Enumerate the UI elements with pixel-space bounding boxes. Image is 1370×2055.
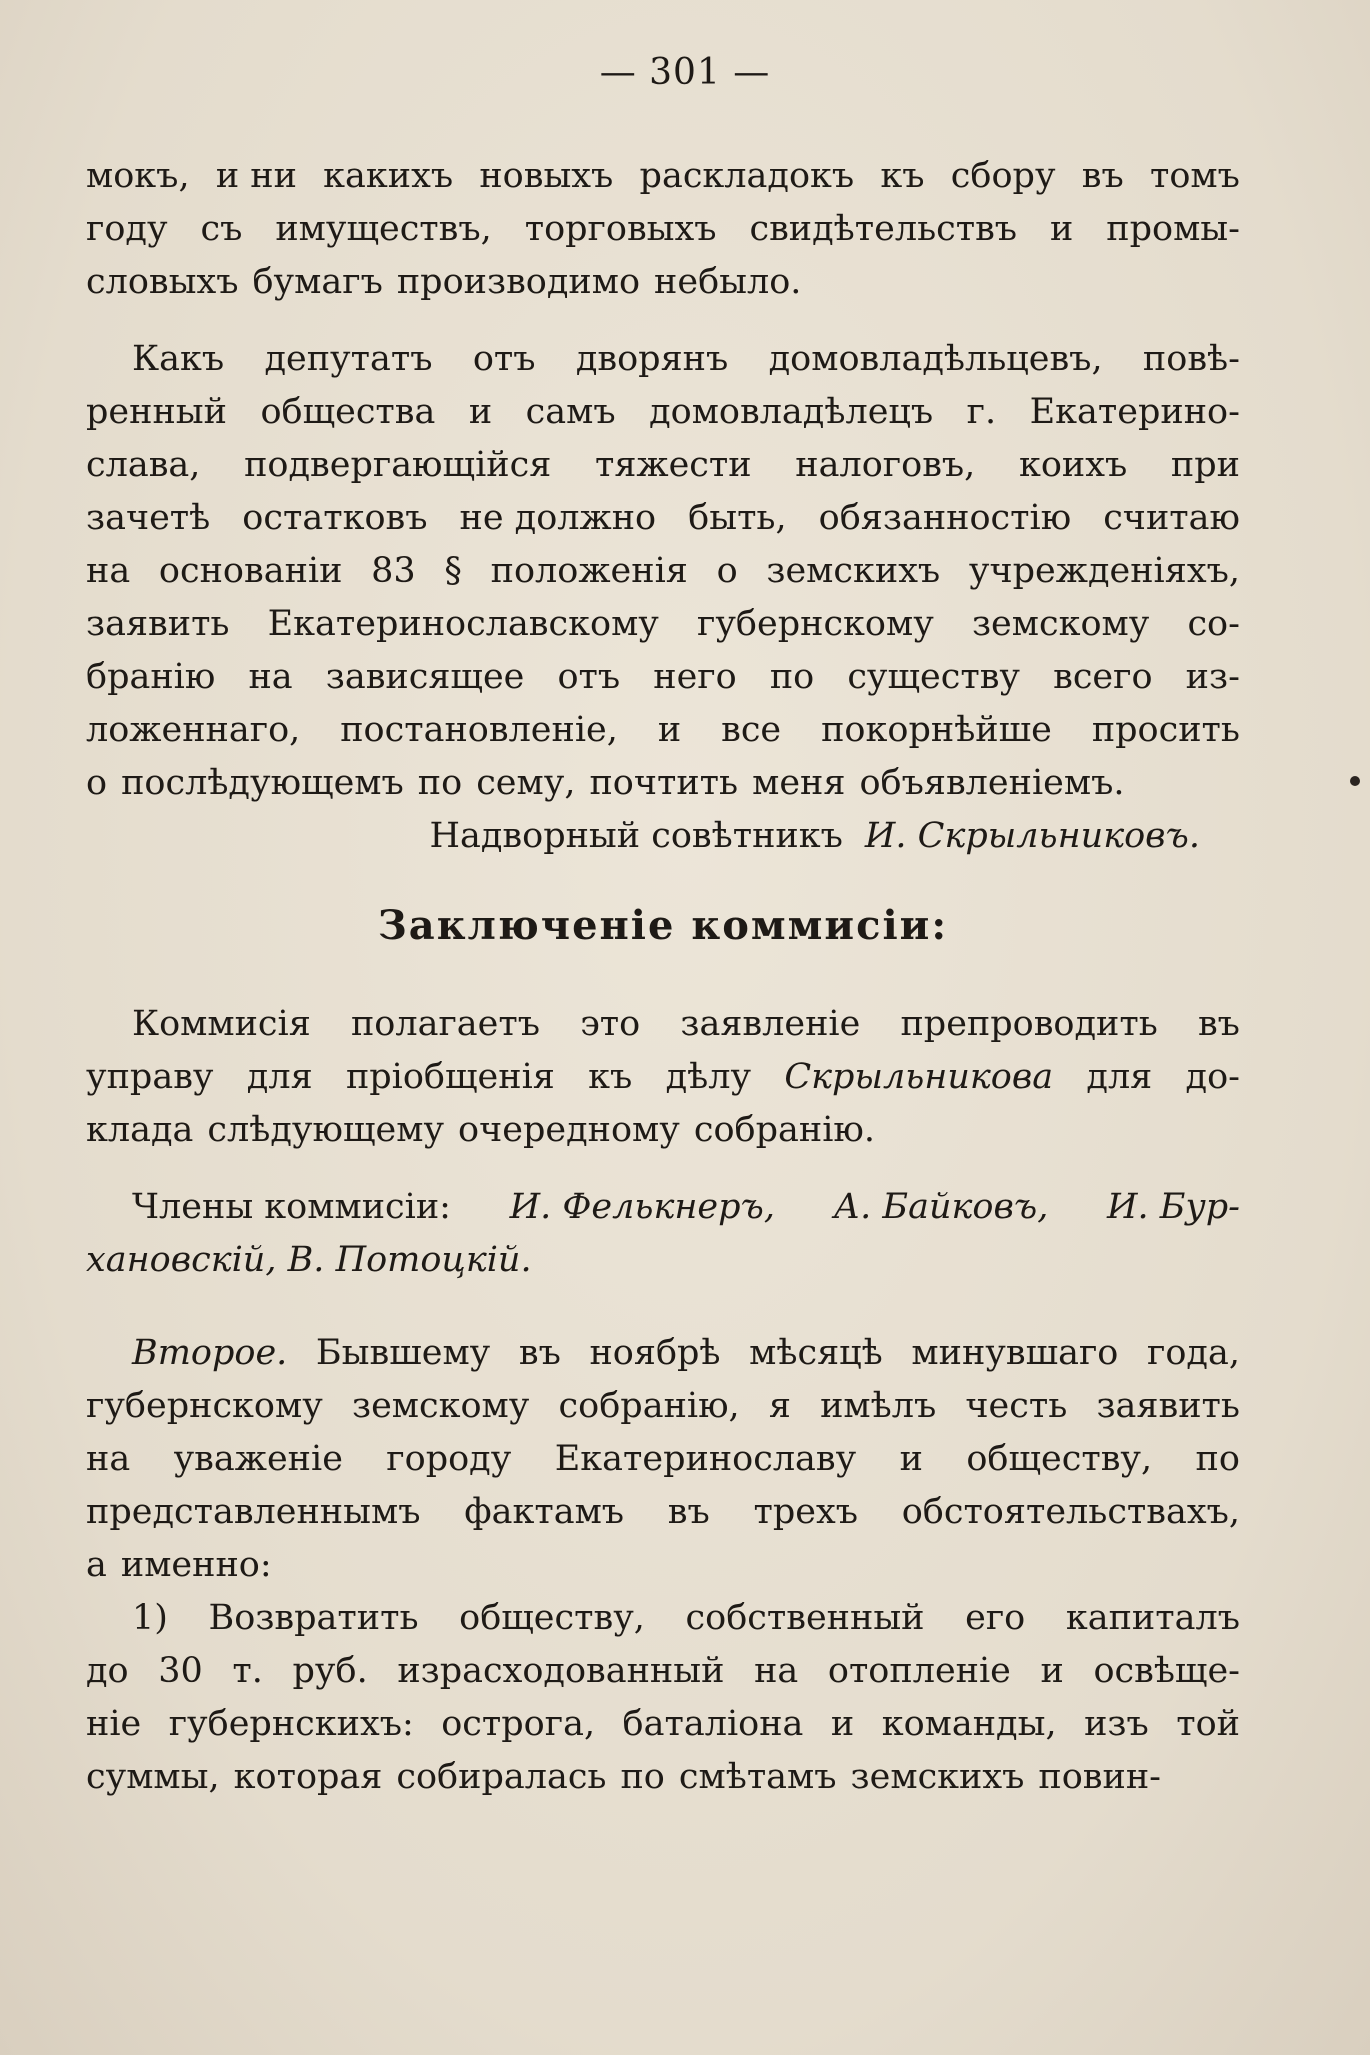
word: 83 — [371, 551, 416, 591]
word: израсходованный — [397, 1651, 725, 1691]
word: повин- — [1038, 1757, 1161, 1797]
text-line — [86, 1751, 1240, 1804]
member-name: И. Бур- — [1106, 1187, 1240, 1227]
word: т. — [232, 1651, 263, 1691]
word: городу — [386, 1439, 512, 1479]
second-item-lead: Второе. — [132, 1333, 288, 1373]
word: всего — [1053, 657, 1153, 697]
word: положенія — [490, 551, 688, 591]
signature-name: И. Скрыльниковъ. — [864, 816, 1200, 856]
text-line — [86, 1486, 1240, 1539]
word: производимо — [396, 262, 641, 302]
word: все — [721, 710, 782, 750]
word: учрежденіяхъ, — [968, 551, 1240, 591]
word: зависящее — [325, 657, 525, 697]
word: баталіона — [622, 1704, 804, 1744]
word: земскихъ — [766, 551, 941, 591]
word: домовладѣльцевъ, — [768, 339, 1103, 379]
word: честь — [965, 1386, 1068, 1426]
word: депутатъ — [264, 339, 433, 379]
word: до- — [1185, 1057, 1240, 1097]
text-line — [86, 1592, 1240, 1645]
word: трехъ — [753, 1492, 858, 1532]
word: и — [899, 1439, 923, 1479]
word: него — [653, 657, 737, 697]
word: для — [246, 1057, 313, 1097]
word: бумагъ — [252, 262, 383, 302]
word: существу — [847, 657, 1021, 697]
word: покорнѣйше — [821, 710, 1052, 750]
word: обществу, — [459, 1598, 645, 1638]
word: и — [468, 392, 493, 432]
word: а — [86, 1545, 107, 1585]
word: мѣсяцѣ — [749, 1333, 883, 1373]
word: Екатеринославу — [554, 1439, 857, 1479]
word: просить — [1091, 710, 1240, 750]
text-line — [86, 150, 1240, 203]
page-body — [86, 150, 1240, 1804]
text-line — [86, 1433, 1240, 1486]
word: слѣдующему — [207, 1110, 445, 1150]
word: почтить — [589, 763, 739, 803]
word: по — [769, 657, 815, 697]
word: остатковъ — [242, 498, 428, 538]
word: свидѣтельствъ — [749, 209, 1018, 249]
word: мокъ, — [86, 156, 190, 196]
word: пріобщенія — [345, 1057, 555, 1097]
word: сему, — [476, 763, 576, 803]
word: команды, — [881, 1704, 1057, 1744]
word: объявленіемъ. — [859, 763, 1125, 803]
word: общества — [260, 392, 436, 432]
word: ложеннаго, — [86, 710, 301, 750]
text-line — [86, 651, 1240, 704]
word: Какъ — [132, 339, 225, 379]
word: собиралась — [396, 1757, 607, 1797]
text-line — [86, 1539, 1240, 1592]
word: до — [86, 1651, 129, 1691]
word: минувшаго — [911, 1333, 1119, 1373]
word: смѣтамъ — [678, 1757, 837, 1797]
word: и — [1050, 209, 1074, 249]
word: заявить — [86, 604, 230, 644]
page-number: — 301 — — [599, 52, 771, 93]
word: земскихъ — [850, 1757, 1025, 1797]
word: при — [1170, 445, 1240, 485]
paragraph-second-item — [86, 1380, 1240, 1592]
paragraph-deputy-statement — [86, 333, 1240, 810]
word: губернскому — [86, 1386, 323, 1426]
word: небыло. — [654, 262, 802, 302]
word: и ни — [215, 156, 297, 196]
word: именно: — [120, 1545, 272, 1585]
word: фактамъ — [464, 1492, 625, 1532]
word: острога, — [441, 1704, 596, 1744]
ink-spot — [1350, 776, 1360, 786]
word: собственный — [685, 1598, 925, 1638]
word: заявленіе — [680, 1004, 861, 1044]
word: ноябрѣ — [589, 1333, 721, 1373]
word: раскладокъ — [639, 156, 855, 196]
word: 30 — [158, 1651, 203, 1691]
word: ренный — [86, 392, 227, 432]
word: той — [1176, 1704, 1240, 1744]
word: ніе — [86, 1704, 142, 1744]
word: въ — [1081, 156, 1124, 196]
word: со- — [1187, 604, 1240, 644]
word: въ — [667, 1492, 710, 1532]
member-name: А. Байковъ, — [833, 1187, 1049, 1227]
word: по — [620, 1757, 665, 1797]
word: о — [86, 763, 108, 803]
text-line — [86, 256, 1240, 309]
word: Скрыльникова — [784, 1057, 1054, 1097]
second-item-first-line — [86, 1327, 1240, 1380]
word: считаю — [1103, 498, 1240, 538]
word: очередному — [458, 1110, 680, 1150]
word: собранію. — [693, 1110, 875, 1150]
word: съ — [200, 209, 243, 249]
word: года, — [1147, 1333, 1240, 1373]
word: на — [86, 551, 131, 591]
signature-title: Надворный совѣтникъ — [429, 816, 843, 856]
word: по — [1195, 1439, 1240, 1479]
word: меня — [752, 763, 846, 803]
word: капиталъ — [1065, 1598, 1240, 1638]
word: отопленіе — [827, 1651, 1011, 1691]
word: томъ — [1150, 156, 1240, 196]
text-line — [86, 1380, 1240, 1433]
members-line-2 — [86, 1234, 1240, 1287]
member-name: И. Фелькнеръ, — [509, 1187, 775, 1227]
word: какихъ — [323, 156, 454, 196]
word: освѣще- — [1093, 1651, 1240, 1691]
word: послѣдующемъ — [121, 763, 404, 803]
word: для — [1086, 1057, 1153, 1097]
text-line — [86, 545, 1240, 598]
word: суммы, — [86, 1757, 220, 1797]
word: на — [754, 1651, 799, 1691]
word: сбору — [950, 156, 1056, 196]
word: къ — [880, 156, 925, 196]
word: представленнымъ — [86, 1492, 421, 1532]
word: Коммисія — [132, 1004, 311, 1044]
word: отъ — [472, 339, 536, 379]
word: коихъ — [1018, 445, 1128, 485]
word: уваженіе — [173, 1439, 343, 1479]
word: имуществъ, — [275, 209, 492, 249]
word: его — [965, 1598, 1026, 1638]
text-line — [86, 1645, 1240, 1698]
word: руб. — [292, 1651, 368, 1691]
paragraph-tax-collection — [86, 150, 1240, 309]
word: слава, — [86, 445, 201, 485]
word: собранію, — [558, 1386, 740, 1426]
text-line — [86, 1698, 1240, 1751]
word: по — [417, 763, 463, 803]
section-heading: Заключеніе коммисіи: — [377, 902, 949, 949]
word: въ — [518, 1333, 561, 1373]
word: 1) — [132, 1598, 168, 1638]
word: обязанностію — [818, 498, 1072, 538]
word: § — [444, 551, 462, 591]
word: г. — [966, 392, 997, 432]
text-line — [86, 598, 1240, 651]
word: Екатеринославскому — [267, 604, 659, 644]
text-line — [86, 704, 1240, 757]
members-label: Члены коммисіи: — [132, 1187, 451, 1227]
word: быть, — [688, 498, 787, 538]
word: которая — [233, 1757, 383, 1797]
text-line — [86, 1051, 1240, 1104]
word: препроводить — [900, 1004, 1158, 1044]
word: повѣ- — [1142, 339, 1240, 379]
word: дѣлу — [665, 1057, 752, 1097]
text-line — [86, 998, 1240, 1051]
word: на — [248, 657, 293, 697]
member-names-cont: хановскій, В. Потоцкій. — [86, 1240, 532, 1280]
word: зачетѣ — [86, 498, 211, 538]
word: я — [768, 1386, 791, 1426]
word: губернскому — [697, 604, 934, 644]
word: изъ — [1084, 1704, 1149, 1744]
word: имѣлъ — [820, 1386, 937, 1426]
word: управу — [86, 1057, 214, 1097]
word: подвергающійся — [244, 445, 552, 485]
word: основаніи — [158, 551, 343, 591]
text-line — [86, 439, 1240, 492]
text-line — [86, 203, 1240, 256]
word: на — [86, 1439, 131, 1479]
word: бранію — [86, 657, 216, 697]
text-line — [86, 1104, 1240, 1157]
word: Возвратить — [208, 1598, 419, 1638]
word: налоговъ, — [795, 445, 976, 485]
paragraph-item-1 — [86, 1592, 1240, 1804]
word: самъ — [525, 392, 616, 432]
word: из- — [1185, 657, 1240, 697]
word: торговыхъ — [524, 209, 717, 249]
word: къ — [588, 1057, 633, 1097]
word: словыхъ — [86, 262, 239, 302]
word: домовладѣлецъ — [649, 392, 934, 432]
word: Бывшему — [315, 1333, 491, 1373]
word: и — [1040, 1651, 1064, 1691]
word: полагаетъ — [350, 1004, 541, 1044]
word: постановленіе, — [340, 710, 618, 750]
word: году — [86, 209, 168, 249]
word: клада — [86, 1110, 194, 1150]
word: и — [830, 1704, 855, 1744]
word: тяжести — [594, 445, 752, 485]
word: обществу, — [966, 1439, 1153, 1479]
word: въ — [1197, 1004, 1240, 1044]
text-line — [86, 492, 1240, 545]
word: губернскихъ: — [168, 1704, 414, 1744]
word: дворянъ — [575, 339, 729, 379]
members-line-1 — [86, 1181, 1240, 1234]
word: отъ — [557, 657, 621, 697]
word: Екатерино- — [1029, 392, 1240, 432]
word: это — [580, 1004, 641, 1044]
word: не должно — [459, 498, 657, 538]
text-line — [86, 386, 1240, 439]
text-line — [86, 333, 1240, 386]
word: земскому — [351, 1386, 530, 1426]
word: заявить — [1096, 1386, 1240, 1426]
word: земскому — [971, 604, 1150, 644]
paragraph-commission-conclusion — [86, 998, 1240, 1157]
signature-line — [86, 810, 1240, 863]
word: о — [716, 551, 738, 591]
word: промы- — [1106, 209, 1240, 249]
word: обстоятельствахъ, — [901, 1492, 1240, 1532]
word: и — [657, 710, 682, 750]
word: новыхъ — [479, 156, 614, 196]
text-line — [86, 757, 1240, 810]
